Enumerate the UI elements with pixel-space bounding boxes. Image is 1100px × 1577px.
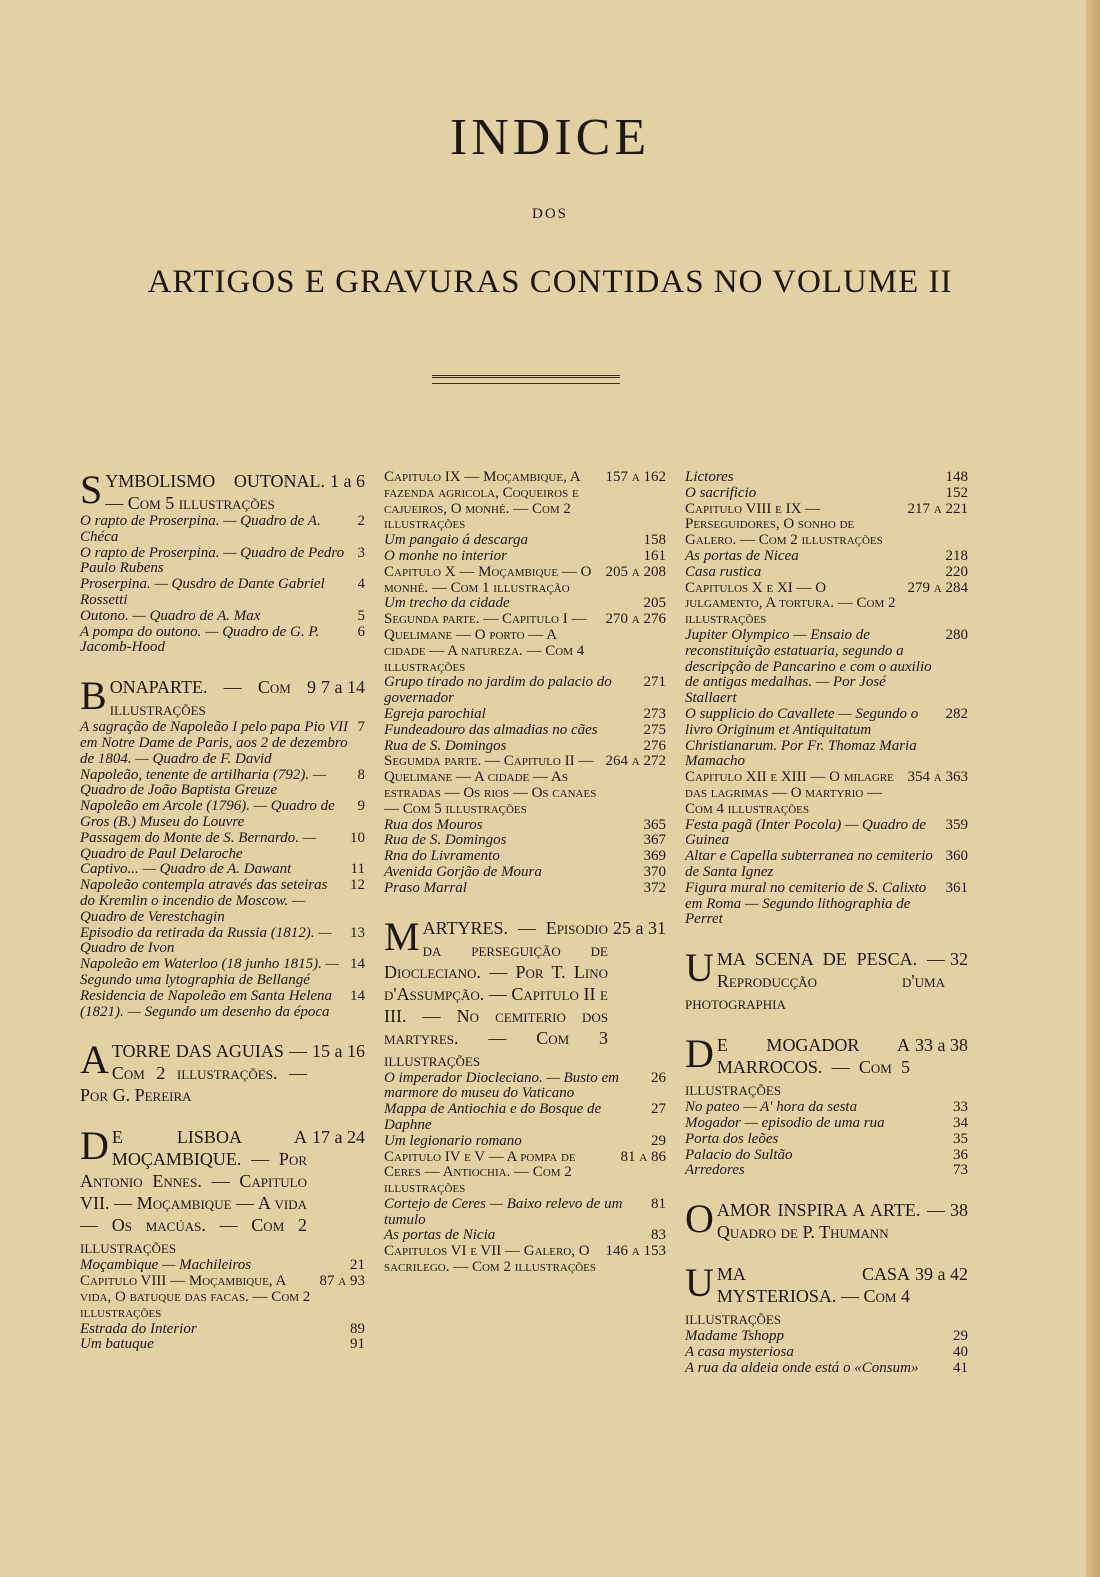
- entry-title: A casa mysteriosa: [685, 1343, 794, 1360]
- index-entry: [80, 957, 365, 989]
- chapter-title: Capitulos VI e VII — Galero, O sacrilego. — Com 2 illustrações: [384, 1243, 596, 1276]
- page-number: 4: [357, 576, 365, 593]
- page-number: 27: [651, 1101, 666, 1118]
- page-number: 365: [643, 816, 666, 833]
- index-entry: [80, 1337, 365, 1353]
- section-title: [685, 1260, 910, 1329]
- section-title: [685, 945, 945, 1014]
- page-number: 7 a 14: [321, 677, 365, 698]
- section-heading: [80, 1037, 365, 1106]
- section-heading-text: AMOR INSPIRA A ARTE. — Quadro de P. Thumann: [716, 1200, 945, 1243]
- page-number: 217 a 221: [907, 500, 968, 517]
- section-heading: [685, 1260, 968, 1329]
- entry-title: A sagração de Napoleão I pelo papa Pio VII em Notre Dame de Paris, aos 2 de dezembro de 1804. — Quadro de F. David: [80, 719, 349, 767]
- section-spacer: [685, 1179, 968, 1199]
- entry-title: Grupo tirado no jardim do palacio do governador: [384, 674, 612, 707]
- page-number: 361: [945, 879, 968, 896]
- chapter-entry: [384, 565, 666, 597]
- page-number: 32: [950, 949, 968, 970]
- index-entry: [80, 577, 365, 609]
- index-entry: [685, 565, 968, 581]
- entry-title: Um pangaio á descarga: [384, 532, 529, 549]
- section-heading: [80, 467, 365, 514]
- section-heading: [80, 1123, 365, 1258]
- section-heading-text: E LISBOA A MOÇAMBIQUE. — Por Antonio Ennes. — Capitulo VII. — Moçambique — A vida — Os macúas. — Com 2 illustrações: [80, 1127, 307, 1258]
- entry-title: Captivo... — Quadro de A. Dawant: [80, 861, 292, 878]
- page-number: 81: [651, 1195, 666, 1212]
- index-entry: [685, 1345, 968, 1361]
- index-entry: [80, 546, 365, 578]
- page-number: 83: [651, 1227, 666, 1244]
- entry-title: Napoleão contempla através das seteiras do Kremlin o incendio de Moscow. — Quadro de Verestchagin: [80, 877, 328, 925]
- entry-title: Proserpina. — Qusdro de Dante Gabriel Rossetti: [80, 576, 325, 608]
- page-number: 6: [357, 623, 365, 640]
- page-number: 152: [945, 484, 968, 501]
- section-spacer: [384, 897, 666, 917]
- entry-title: Jupiter Olympico — Ensaio de reconstituição estatuaria, segundo a descripção de Pancarino e com o auxilio de antigas medalhas. — Por José Stallaert: [685, 626, 932, 707]
- page-edge: [1086, 0, 1100, 1577]
- chapter-title: Capitulo IV e V — A pompa de Ceres — Antiochia. — Com 2 illustrações: [384, 1148, 576, 1197]
- index-entry: [685, 1163, 968, 1179]
- page-subtitle: ARTIGOS E GRAVURAS CONTIDAS NO VOLUME II: [147, 264, 953, 300]
- index-entry: [80, 862, 365, 878]
- entry-title: Arredores: [685, 1162, 745, 1179]
- index-entry: [80, 768, 365, 800]
- page-number: 14: [350, 987, 365, 1004]
- page-number: 370: [643, 863, 666, 880]
- index-entry: [384, 1071, 666, 1103]
- entry-title: Rua de S. Domingos: [384, 737, 507, 754]
- page-number: 41: [953, 1359, 968, 1376]
- page-number: 276: [643, 737, 666, 754]
- entry-title: A rua da aldeia onde está o «Consum»: [685, 1359, 919, 1376]
- page-number: 35: [953, 1130, 968, 1147]
- entry-title: Rua de S. Domingos: [384, 832, 507, 849]
- page-number: 279 a 284: [907, 579, 968, 596]
- page-number: 359: [945, 816, 968, 833]
- chapter-entry: [384, 1150, 666, 1197]
- drop-cap: A: [80, 1037, 109, 1083]
- page-number: 148: [945, 469, 968, 485]
- chapter-entry: [384, 1244, 666, 1276]
- entry-title: Egreja parochial: [384, 705, 486, 722]
- chapter-title: Capitulos X e XI — O julgamento, A tortura. — Com 2 illustrações: [685, 579, 896, 628]
- chapter-entry: [384, 470, 666, 533]
- index-entry: [384, 549, 666, 565]
- page-number: 270 a 276: [605, 611, 666, 628]
- section-heading-text: MA SCENA DE PESCA. — Reproducção d'uma photographia: [685, 949, 945, 1014]
- entry-title: Episodio da retirada da Russia (1812). — Quadro de Ivon: [80, 924, 332, 957]
- index-entry: [80, 831, 365, 863]
- page-number: 158: [643, 532, 666, 549]
- page-number: 146 a 153: [605, 1243, 666, 1260]
- section-heading-text: ONAPARTE. — Com 9 illustrações: [109, 677, 316, 720]
- entry-title: O supplicio do Cavallete — Segundo o livro Originum et Antiquitatum Christianarum. Por Fr. Thomaz Maria Mamacho: [685, 705, 919, 770]
- entry-title: Mappa de Antiochia e do Bosque de Daphne: [384, 1101, 602, 1133]
- page-number: 10: [350, 829, 365, 846]
- section-title: [384, 913, 608, 1071]
- section-spacer: [685, 1014, 968, 1034]
- drop-cap: D: [685, 1031, 714, 1077]
- section-spacer: [685, 928, 968, 948]
- index-entry: [384, 818, 666, 834]
- entry-title: Mogador — episodio de uma rua: [685, 1114, 885, 1131]
- entry-title: Um batuque: [80, 1336, 154, 1353]
- entry-title: Estrada do Interior: [80, 1320, 197, 1337]
- entry-title: O imperador Diocleciano. — Busto em marmore do museu do Vaticano: [384, 1069, 619, 1102]
- section-heading: [80, 673, 365, 720]
- page-number: 372: [643, 879, 666, 896]
- chapter-title: Capitulo XII e XIII — O milagre das lagrimas — O martyrio — Com 4 illustrações: [685, 769, 894, 817]
- page-number: 264 a 272: [605, 753, 666, 770]
- index-entry: [80, 1258, 365, 1274]
- entry-title: A pompa do outono. — Quadro de G. P. Jacomb-Hood: [80, 623, 320, 656]
- chapter-entry: [685, 502, 968, 549]
- entry-title: Figura mural no cemiterio de S. Calixto em Roma — Segundo lithographia de Perret: [685, 879, 927, 928]
- section-title: [685, 1031, 910, 1100]
- page-number: 360: [945, 848, 968, 865]
- page-number: 273: [643, 705, 666, 722]
- page-number: 29: [953, 1328, 968, 1345]
- index-entry: [384, 1197, 666, 1229]
- page-number: 3: [357, 544, 365, 561]
- page-number: 15 a 16: [312, 1041, 365, 1062]
- entry-title: Residencia de Napoleão em Santa Helena (1821). — Segundo um desenho da época: [80, 987, 333, 1020]
- page-number: 38: [950, 1200, 968, 1221]
- index-entry: [80, 609, 365, 625]
- entry-title: Um legionario romano: [384, 1132, 522, 1149]
- section-title: [80, 1123, 307, 1258]
- page-title: INDICE: [449, 109, 651, 166]
- section-heading: [685, 1031, 968, 1100]
- chapter-title: Segumda parte. — Capitulo II — Quelimane — A cidade — As estradas — Os rios — Os canaes — Com 5 illustrações: [384, 753, 597, 817]
- page-number: 26: [651, 1069, 666, 1086]
- entry-title: As portas de Nicea: [685, 547, 799, 564]
- chapter-entry: [384, 612, 666, 675]
- page-number: 34: [953, 1114, 968, 1131]
- section-title: [80, 673, 316, 720]
- index-entry: [685, 486, 968, 502]
- index-entry: [685, 1132, 968, 1148]
- drop-cap: M: [384, 913, 420, 959]
- entry-title: O sacrificio: [685, 484, 757, 501]
- index-entry: [384, 881, 666, 897]
- page-number: 367: [643, 832, 666, 849]
- index-entry: [685, 628, 968, 707]
- index-entry: [685, 1100, 968, 1116]
- index-column-1: [80, 467, 365, 1353]
- page-number: 89: [350, 1320, 365, 1337]
- page-number: 205 a 208: [605, 563, 666, 580]
- drop-cap: B: [80, 673, 107, 719]
- entry-title: Lictores: [685, 469, 734, 485]
- entry-title: Outono. — Quadro de A. Max: [80, 607, 261, 624]
- page-number: 271: [643, 674, 666, 691]
- index-entry: [685, 849, 968, 881]
- drop-cap: O: [685, 1196, 714, 1242]
- page-number: 14: [350, 956, 365, 973]
- index-entry: [685, 470, 968, 486]
- entry-title: No pateo — A' hora da sesta: [685, 1099, 858, 1116]
- section-heading: [685, 1196, 968, 1243]
- index-entry: [685, 707, 968, 770]
- index-entry: [685, 818, 968, 850]
- page-number: 369: [643, 848, 666, 865]
- page-number: 17 a 24: [312, 1127, 365, 1148]
- section-spacer: [685, 1243, 968, 1263]
- page-number: 12: [350, 877, 365, 894]
- page-number: 157 a 162: [605, 469, 666, 485]
- entry-title: Praso Marral: [384, 879, 467, 896]
- page-number: 40: [953, 1343, 968, 1360]
- entry-title: Cortejo de Ceres — Baixo relevo de um tumulo: [384, 1195, 623, 1228]
- page-number: 39 a 42: [915, 1264, 968, 1285]
- drop-cap: U: [685, 1260, 714, 1306]
- page-number: 282: [945, 705, 968, 722]
- page-number: 29: [651, 1132, 666, 1149]
- entry-title: Rna do Livramento: [384, 848, 500, 865]
- index-entry: [384, 675, 666, 707]
- index-entry: [384, 1134, 666, 1150]
- chapter-title: Capitulo VIII e IX — Perseguidores, O sonho de Galero. — Com 2 illustrações: [685, 500, 883, 549]
- page-number: 7: [357, 719, 365, 736]
- entry-title: Fundeadouro das almadias no cães: [384, 721, 598, 738]
- page-number: 25 a 31: [613, 917, 666, 938]
- chapter-title: Segunda parte. — Capitulo I — Quelimane — O porto — A cidade — A natureza. — Com 4 illustrações: [384, 611, 587, 675]
- page-number: 9: [357, 798, 365, 815]
- index-entry: [80, 514, 365, 546]
- section-heading: [685, 945, 968, 1014]
- section-heading-text: TORRE DAS AGUIAS — Com 2 illustrações. — Por G. Pereira: [80, 1041, 307, 1106]
- page-number: 33: [953, 1099, 968, 1116]
- page-number: 81 a 86: [620, 1148, 666, 1165]
- title-connector: DOS: [531, 206, 568, 222]
- drop-cap: S: [80, 467, 103, 512]
- page-number: 73: [953, 1162, 968, 1179]
- drop-cap: D: [80, 1123, 109, 1169]
- page-number: 275: [643, 721, 666, 738]
- index-entry: [384, 596, 666, 612]
- page-number: 280: [945, 626, 968, 643]
- chapter-title: Capitulo VIII — Moçambique, A vida, O batuque das facas. — Com 2 illustrações: [80, 1273, 311, 1321]
- section-heading: [384, 913, 666, 1071]
- page-number: 5: [357, 607, 365, 624]
- chapter-title: Capitulo IX — Moçambique, A fazenda agricola, Coqueiros e cajueiros, O monhé. — Com 2 illustrações: [384, 469, 580, 533]
- page-number: 11: [350, 861, 365, 878]
- index-entry: [80, 989, 365, 1021]
- section-title: [80, 1037, 307, 1106]
- index-entry: [384, 849, 666, 865]
- page-number: 8: [357, 766, 365, 783]
- index-entry: [384, 833, 666, 849]
- index-entry: [384, 723, 666, 739]
- index-entry: [80, 1322, 365, 1338]
- entry-title: Altar e Capella subterranea no cemiterio de Santa Ignez: [685, 848, 933, 880]
- section-title: [80, 467, 325, 514]
- index-entry: [80, 720, 365, 767]
- entry-title: Festa pagã (Inter Pocola) — Quadro de Guinea: [685, 816, 927, 849]
- page-number: 205: [643, 595, 666, 612]
- index-column-2: [384, 470, 666, 1276]
- entry-title: Porta dos leões: [685, 1130, 779, 1147]
- index-entry: [80, 926, 365, 958]
- index-entry: [384, 533, 666, 549]
- index-entry: [80, 878, 365, 925]
- decorative-rule: [432, 375, 620, 384]
- entry-title: Avenida Gorjão de Moura: [384, 863, 542, 880]
- index-entry: [80, 625, 365, 657]
- page-number: 36: [953, 1146, 968, 1163]
- chapter-entry: [80, 1274, 365, 1321]
- page-number: 2: [357, 513, 365, 529]
- section-heading-text: E MOGADOR A MARROCOS. — Com 5 illustrações: [685, 1035, 910, 1100]
- page-number: 354 a 363: [907, 769, 968, 786]
- section-spacer: [80, 656, 365, 676]
- section-spacer: [80, 1020, 365, 1040]
- entry-title: Um trecho da cidade: [384, 595, 510, 612]
- index-entry: [384, 739, 666, 755]
- chapter-title: Capitulo X — Moçambique — O monhé. — Com 1 illustração: [384, 563, 592, 596]
- entry-title: O rapto de Proserpina. — Quadro de Pedro Paulo Rubens: [80, 544, 345, 577]
- entry-title: Napoleão em Arcole (1796). — Quadro de Gros (B.) Museu do Louvre: [80, 798, 335, 830]
- index-entry: [384, 1102, 666, 1134]
- section-heading-text: MA CASA MYSTERIOSA. — Com 4 illustrações: [685, 1264, 910, 1329]
- entry-title: O monhe no interior: [384, 547, 507, 564]
- page-number: 21: [350, 1257, 365, 1274]
- index-entry: [80, 799, 365, 831]
- entry-title: Napoleão em Waterloo (18 junho 1815). — Segundo uma lytographia de Bellangé: [80, 956, 340, 988]
- page-number: 218: [945, 547, 968, 564]
- page-number: 87 a 93: [319, 1273, 365, 1290]
- section-heading-text: ARTYRES. — Episodio da perseguição de Diocleciano. — Por T. Lino d'Assumpção. — Capitulo II e III. — No cemiterio dos martyres. — Com 3 illustrações: [384, 917, 608, 1070]
- index-entry: [685, 549, 968, 565]
- entry-title: As portas de Nicia: [384, 1227, 496, 1244]
- index-entry: [685, 1329, 968, 1345]
- section-heading-text: YMBOLISMO OUTONAL. — Com 5 illustrações: [105, 471, 325, 513]
- page-number: 1 a 6: [330, 471, 365, 491]
- page-number: 161: [643, 547, 666, 564]
- entry-title: Rua dos Mouros: [384, 816, 483, 833]
- chapter-entry: [384, 754, 666, 817]
- index-entry: [384, 865, 666, 881]
- index-column-3: [685, 470, 968, 1376]
- index-entry: [685, 1148, 968, 1164]
- entry-title: O rapto de Proserpina. — Quadro de A. Chéca: [80, 513, 321, 545]
- page-number: 13: [350, 924, 365, 941]
- section-title: [685, 1196, 945, 1243]
- page-number: 91: [350, 1336, 365, 1353]
- entry-title: Passagem do Monte de S. Bernardo. — Quadro de Paul Delaroche: [80, 829, 317, 862]
- chapter-entry: [685, 581, 968, 628]
- index-entry: [384, 1228, 666, 1244]
- entry-title: Palacio do Sultão: [685, 1146, 793, 1163]
- index-entry: [685, 1116, 968, 1132]
- index-entry: [685, 881, 968, 928]
- drop-cap: U: [685, 945, 714, 991]
- page-number: 220: [945, 563, 968, 580]
- section-spacer: [80, 1106, 365, 1126]
- page-number: 33 a 38: [915, 1035, 968, 1056]
- entry-title: Madame Tshopp: [685, 1328, 785, 1345]
- index-entry: [384, 707, 666, 723]
- entry-title: Casa rustica: [685, 563, 762, 580]
- index-entry: [685, 1361, 968, 1377]
- entry-title: Moçambique — Machileiros: [80, 1257, 252, 1274]
- entry-title: Napoleão, tenente de artilharia (792). — Quadro de João Baptista Greuze: [80, 766, 327, 799]
- chapter-entry: [685, 770, 968, 817]
